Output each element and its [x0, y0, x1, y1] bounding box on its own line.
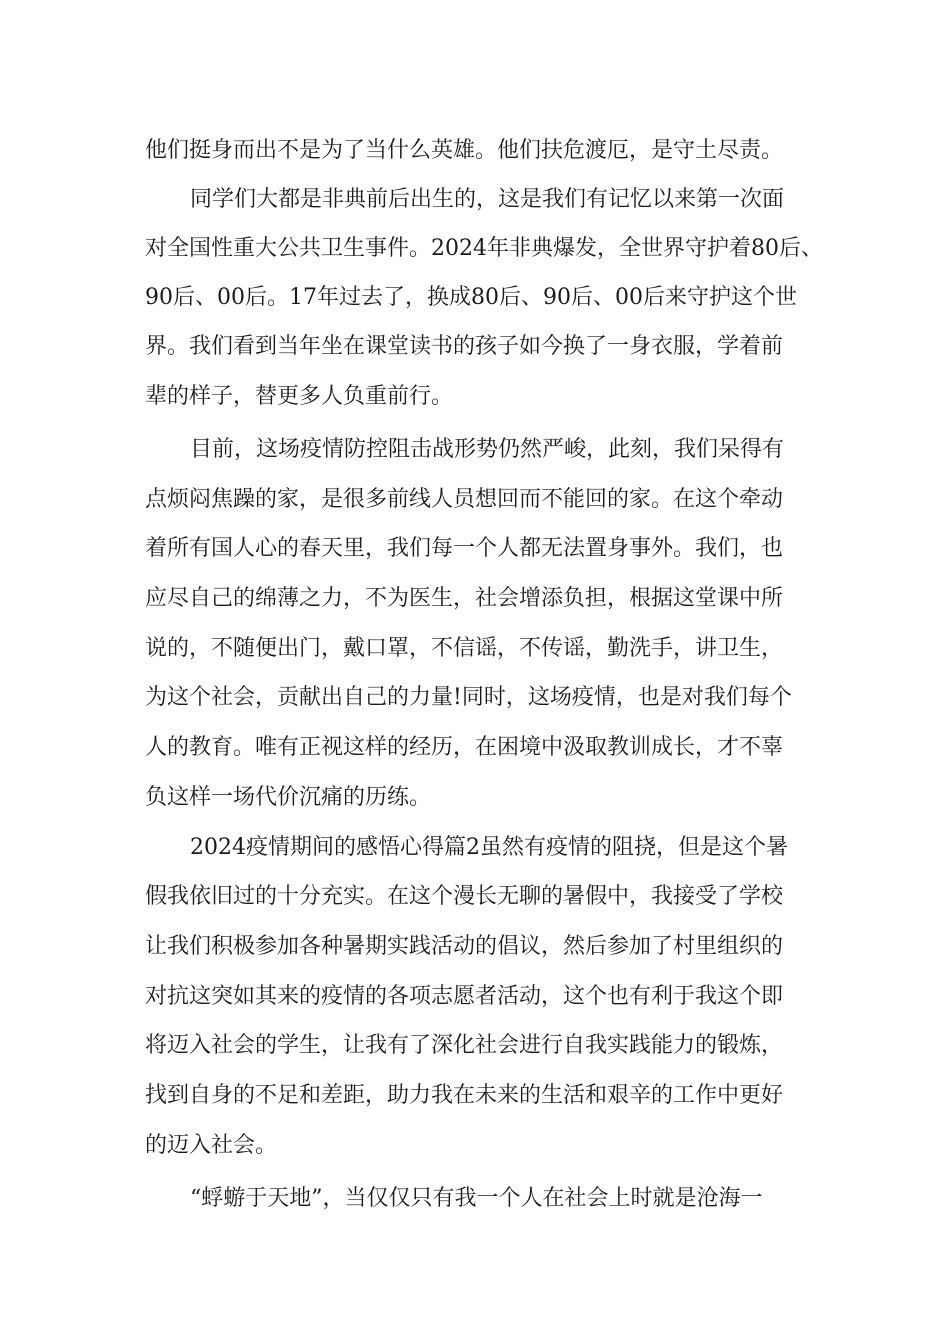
- text-line: 界。我们看到当年坐在课堂读书的孩子如今换了一身衣服，学着前: [145, 334, 784, 359]
- paragraph-start-line: 目前，这场疫情防控阻击战形势仍然严峻，此刻，我们呆得有: [190, 437, 785, 462]
- paragraph-start-line: “蜉蝣于天地”，当仅仅只有我一个人在社会上时就是沧海一: [190, 1186, 763, 1211]
- text-line: 假我依旧过的十分充实。在这个漫长无聊的暑假中，我接受了学校: [145, 884, 784, 909]
- text-line: 让我们积极参加各种暑期实践活动的倡议，然后参加了村里组织的: [145, 934, 784, 959]
- text-line: 人的教育。唯有正视这样的经历，在困境中汲取教训成长，才不辜: [145, 735, 784, 760]
- text-line: 辈的样子，替更多人负重前行。: [145, 384, 454, 409]
- text-line: 对抗这突如其来的疫情的各项志愿者活动，这个也有利于我这个即: [145, 984, 784, 1009]
- text-line: 说的，不随便出门，戴口罩，不信谣，不传谣，勤洗手，讲卫生，: [145, 636, 784, 661]
- text-line: 为这个社会，贡献出自己的力量!同时，这场疫情，也是对我们每个: [145, 685, 792, 710]
- text-line: 应尽自己的绵薄之力，不为医生，社会增添负担，根据这堂课中所: [145, 586, 784, 611]
- text-line: 将迈入社会的学生，让我有了深化社会进行自我实践能力的锻炼，: [145, 1033, 784, 1058]
- text-line: 找到自身的不足和差距，助力我在未来的生活和艰辛的工作中更好: [145, 1083, 784, 1108]
- text-line: 90后、00后。17年过去了，换成80后、90后、00后来守护这个世: [145, 285, 797, 310]
- text-line: 负这样一场代价沉痛的历练。: [145, 785, 432, 810]
- text-line: 着所有国人心的春天里，我们每一个人都无法置身事外。我们，也: [145, 536, 784, 561]
- paragraph-start-line: 同学们大都是非典前后出生的，这是我们有记忆以来第一次面: [190, 187, 785, 212]
- text-line: 的迈入社会。: [145, 1133, 278, 1158]
- text-line: 他们挺身而出不是为了当什么英雄。他们扶危渡厄，是守土尽责。: [145, 138, 784, 163]
- text-line: 点烦闷焦躁的家，是很多前线人员想回而不能回的家。在这个牵动: [145, 487, 784, 512]
- text-line: 对全国性重大公共卫生事件。2024年非典爆发，全世界守护着80后、: [145, 236, 823, 261]
- paragraph-start-line: 2024疫情期间的感悟心得篇2虽然有疫情的阻挠，但是这个暑: [190, 835, 788, 860]
